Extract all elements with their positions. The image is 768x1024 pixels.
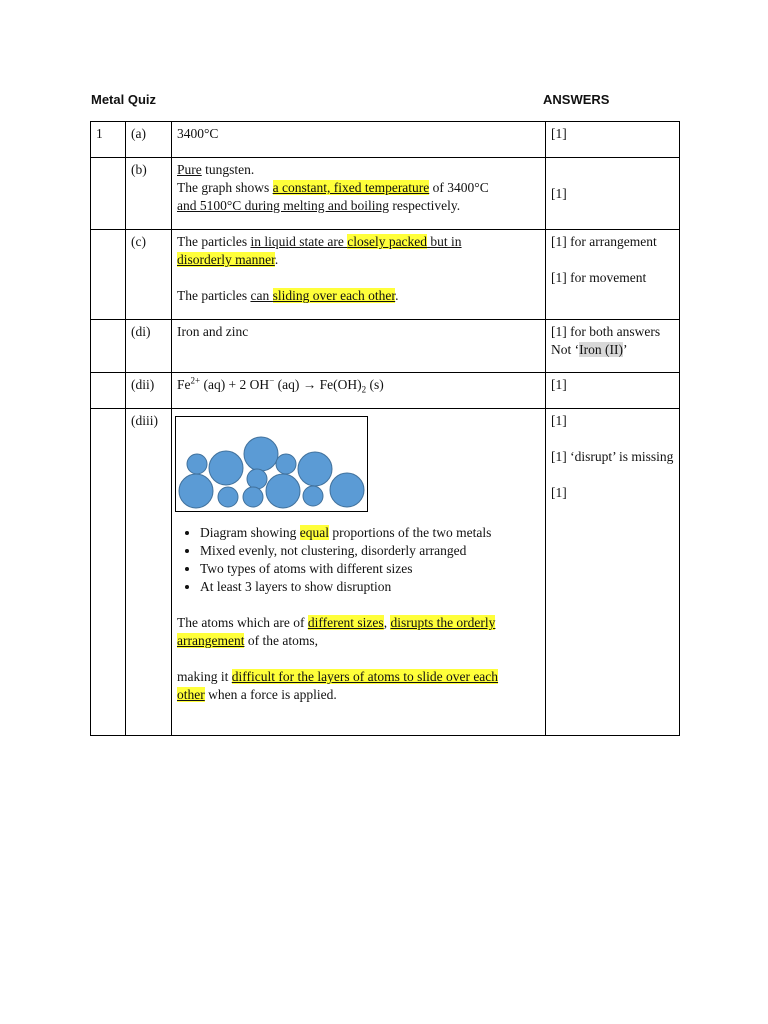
highlighted-text: disorderly manner (177, 252, 275, 267)
arrow-icon: → (302, 377, 317, 392)
part-label: (dii) (126, 373, 172, 409)
answer-line (177, 197, 540, 215)
answer-line (177, 233, 540, 251)
answer-cell (172, 409, 546, 736)
highlighted-text: a constant, fixed temperature (272, 180, 430, 195)
row-c (91, 230, 680, 320)
highlighted-text: arrangement (177, 633, 245, 648)
marks-cell (546, 158, 680, 230)
row-diii (91, 409, 680, 736)
part-label: (c) (126, 230, 172, 320)
equation-cell (172, 373, 546, 409)
highlighted-text: other (177, 687, 205, 702)
marking-points-list (177, 524, 540, 596)
large-atom (266, 474, 300, 508)
answer-line: making it difficult for the layers of atoms to slide over each (177, 669, 499, 684)
marks-text: [1] for both answers (551, 324, 661, 339)
highlighted-text: disrupts the orderly (390, 615, 496, 630)
underlined-text: in liquid state are (250, 234, 348, 249)
underlined-text: and 5100°C during melting and boiling (177, 198, 390, 213)
question-number: 1 (91, 122, 126, 158)
marks-cell (546, 230, 680, 320)
atom-arrangement-diagram (175, 416, 368, 512)
row-a (91, 122, 680, 158)
answer-text: The particles (177, 288, 251, 303)
marks-text: [1] (551, 126, 567, 141)
empty-cell (91, 320, 126, 373)
answer-line: The atoms which are of different sizes, disrupts the orderly (177, 615, 496, 630)
answer-text: of 3400°C (429, 180, 489, 195)
small-atom (303, 486, 323, 506)
underlined-text: but in (427, 234, 462, 249)
part-label: (diii) (126, 409, 172, 736)
highlighted-text: sliding over each other (272, 288, 396, 303)
marks-text: [1] (551, 186, 567, 201)
row-di (91, 320, 680, 373)
answer-text: . (274, 252, 279, 267)
list-item: • Two types of atoms with different sizes (200, 560, 540, 578)
answers-heading: ANSWERS (543, 92, 610, 107)
answer-table (90, 121, 680, 736)
marks-text: [1] (551, 377, 567, 392)
marks-text: [1] (551, 413, 567, 428)
answer-text: 3400°C (177, 126, 219, 141)
row-dii (91, 373, 680, 409)
answer-line (177, 251, 540, 269)
greyed-text: Iron (II) (579, 342, 623, 357)
small-atom (243, 487, 263, 507)
answer-text: Iron and zinc (177, 324, 249, 339)
part-label: (di) (126, 320, 172, 373)
marks-cell (546, 373, 680, 409)
empty-cell (91, 409, 126, 736)
marks-text: [1] ‘disrupt’ is missing (551, 449, 674, 464)
marks-note: Not ‘Iron (II)’ (551, 342, 628, 357)
large-atom (298, 452, 332, 486)
underlined-text: can (250, 288, 273, 303)
part-label: (b) (126, 158, 172, 230)
equation: $Fe^{2+}$ (aq) + 2 OH− $(aq) \to Fe(OH)_2$ (s) (177, 375, 384, 395)
answer-text: . (395, 288, 399, 303)
highlighted-text: different sizes (307, 615, 384, 630)
empty-cell (91, 158, 126, 230)
marks-text: [1] for arrangement (551, 234, 657, 249)
answer-cell (172, 320, 546, 373)
large-atom (244, 437, 278, 471)
answer-line (177, 161, 540, 179)
answer-line (177, 287, 540, 305)
answer-line: arrangement of the atoms, (177, 633, 318, 648)
list-item: • Diagram showing equal proportions of the two metals (200, 524, 540, 542)
answer-cell (172, 122, 546, 158)
marks-cell (546, 122, 680, 158)
marks-cell (546, 320, 680, 373)
small-atom (247, 469, 267, 489)
marks-cell (546, 409, 680, 736)
highlighted-text: equal (299, 525, 329, 540)
quiz-title: Metal Quiz (91, 92, 157, 107)
answer-text: The particles (177, 234, 251, 249)
empty-cell (91, 230, 126, 320)
underlined-text: Pure (177, 162, 202, 177)
answer-cell (172, 158, 546, 230)
large-atom (179, 474, 213, 508)
highlighted-text: difficult for the layers of atoms to slide over each (231, 669, 499, 684)
answer-text: tungsten. (201, 162, 255, 177)
answer-line: other when a force is applied. (177, 687, 337, 702)
answer-cell (172, 230, 546, 320)
marks-text: [1] for movement (551, 270, 647, 285)
answer-text: The graph shows (177, 180, 273, 195)
list-item: • At least 3 layers to show disruption (200, 578, 540, 596)
small-atom (276, 454, 296, 474)
marks-text: [1] (551, 485, 567, 500)
answer-line (177, 179, 540, 197)
small-atom (187, 454, 207, 474)
row-b (91, 158, 680, 230)
list-item: • Mixed evenly, not clustering, disorderly arranged (200, 542, 540, 560)
highlighted-text: closely packed (347, 234, 428, 249)
large-atom (330, 473, 364, 507)
answer-text: respectively. (389, 198, 461, 213)
small-atom (218, 487, 238, 507)
part-label: (a) (126, 122, 172, 158)
empty-cell (91, 373, 126, 409)
large-atom (209, 451, 243, 485)
